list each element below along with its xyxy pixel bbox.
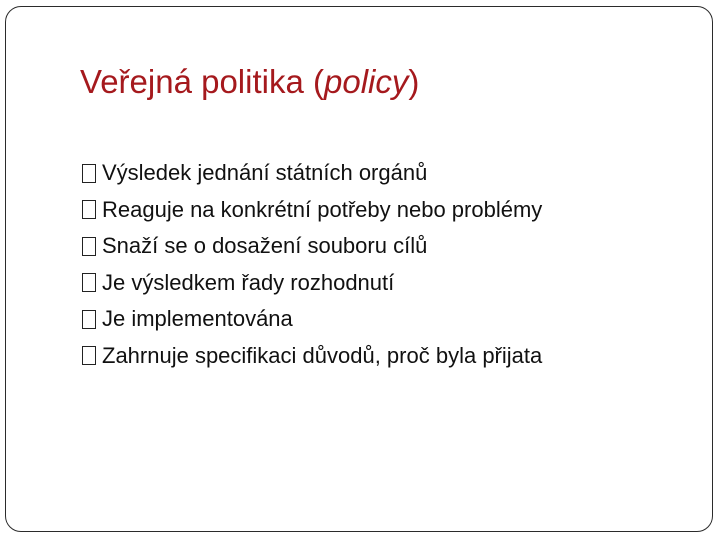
bullet-text: Je výsledkem řady rozhodnutí [102,269,395,295]
bullet-item [82,338,542,375]
title-emphasis: policy [323,63,409,100]
bullet-text: Reaguje na konkrétní potřeby nebo problémy [102,196,543,222]
bullet-item [82,192,542,229]
missing-glyph-box-icon [82,310,96,329]
bullet-list [82,155,542,374]
title-close: ) [408,63,420,100]
missing-glyph-box-icon [82,273,96,292]
missing-glyph-box-icon [82,200,96,219]
bullet-item [82,265,542,302]
bullet-text: Výsledek jednání státních orgánů [102,160,428,186]
missing-glyph-box-icon [82,346,96,365]
bullet-item [82,228,542,265]
slide-title [80,60,419,104]
bullet-text: Zahrnuje specifikaci důvodů, proč byla přijata [102,342,543,368]
bullet-text: Je implementována [102,306,293,332]
bullet-item [82,155,542,192]
missing-glyph-box-icon [82,164,96,183]
title-main: Veřejná politika ( [80,63,324,100]
bullet-text: Snaží se o dosažení souboru cílů [102,233,428,259]
bullet-item [82,301,542,338]
missing-glyph-box-icon [82,237,96,256]
